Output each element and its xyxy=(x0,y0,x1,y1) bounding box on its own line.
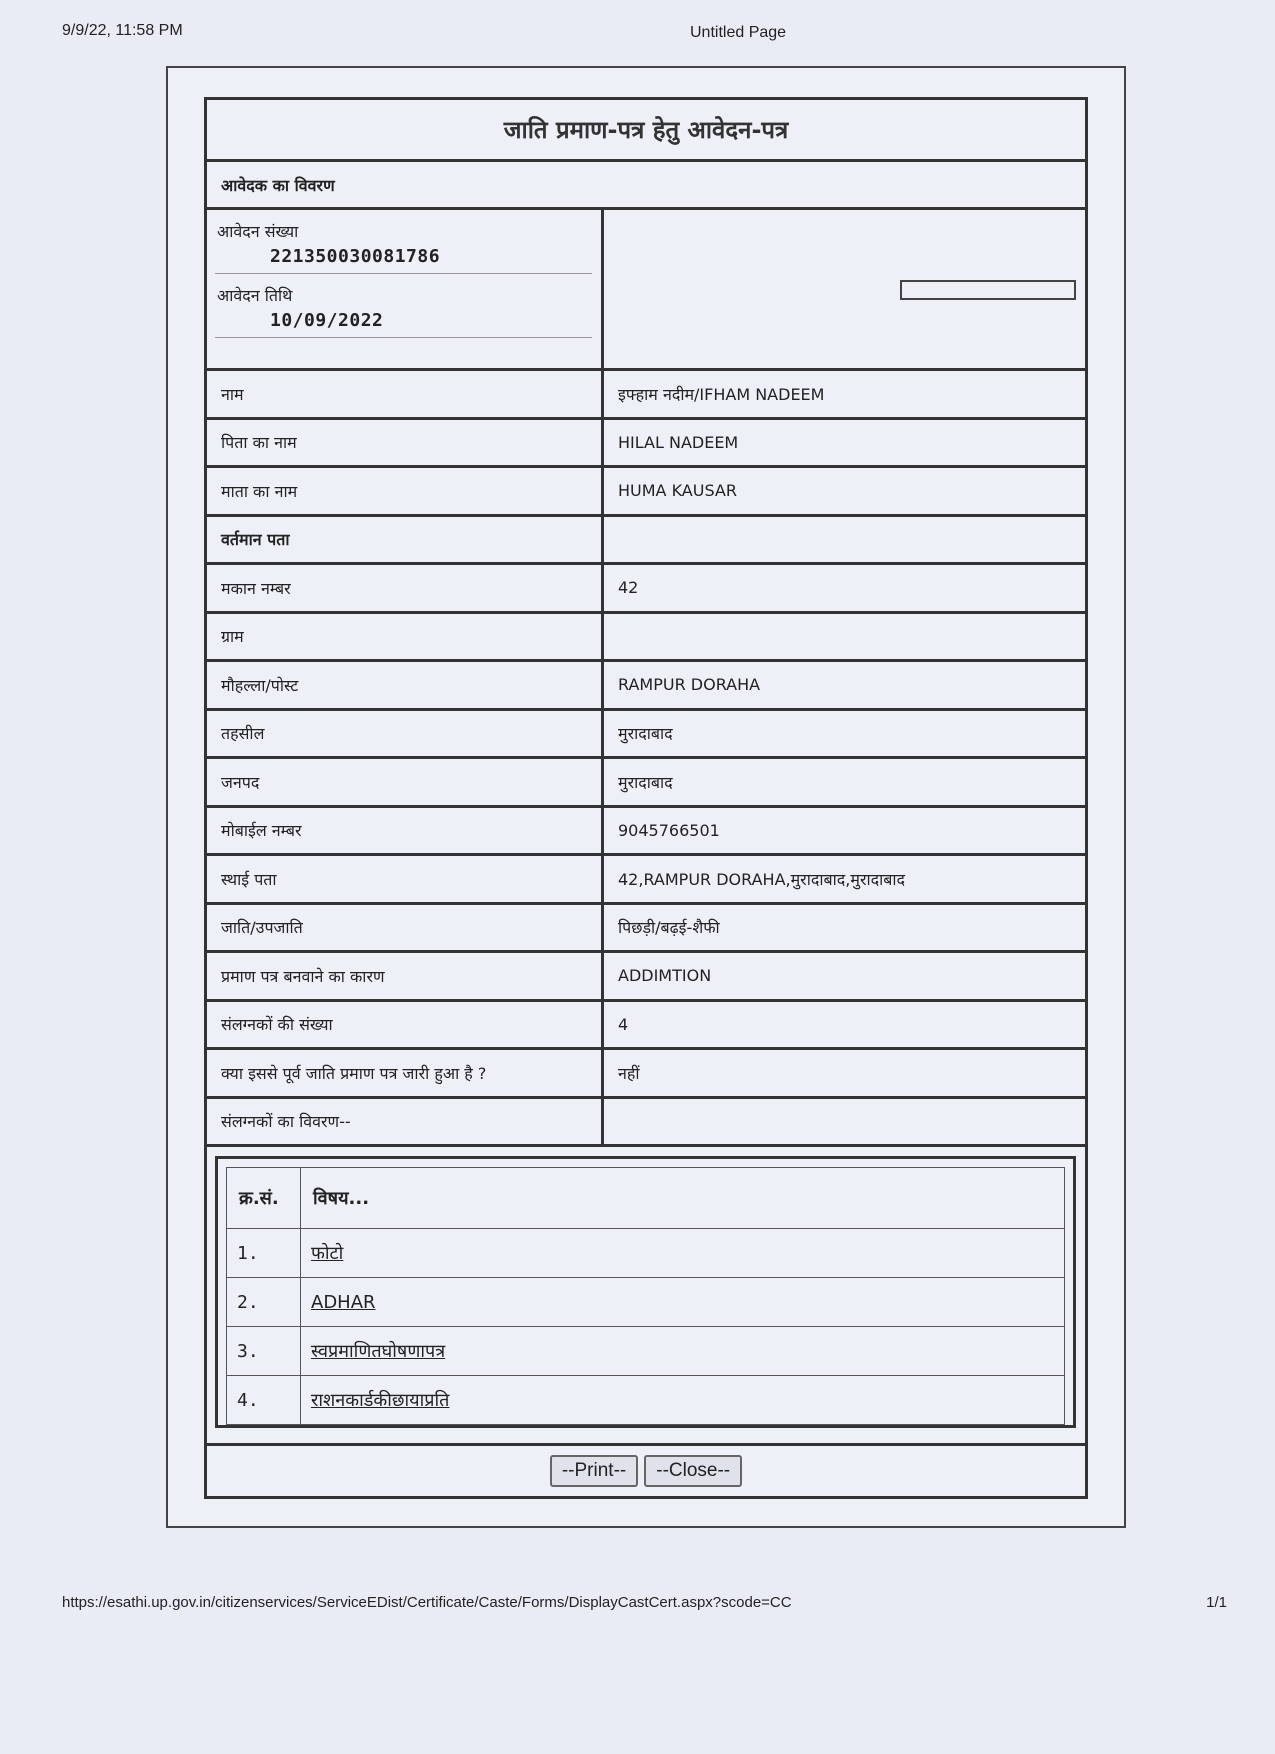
attachment-row xyxy=(227,1278,1065,1327)
photo-placeholder xyxy=(900,280,1076,300)
attachment-link[interactable]: स्वप्रमाणितघोषणापत्र xyxy=(311,1341,446,1362)
application-date-value: 10/09/2022 xyxy=(270,310,384,331)
detail-value: RAMPUR DORAHA xyxy=(618,675,761,695)
detail-label: जनपद xyxy=(207,759,604,805)
attachment-link[interactable]: ADHAR xyxy=(311,1291,376,1313)
close-button[interactable]: --Close-- xyxy=(644,1455,742,1487)
print-button[interactable]: --Print-- xyxy=(550,1455,638,1487)
print-footer xyxy=(62,1594,1227,1614)
detail-row xyxy=(207,953,1085,1002)
application-number-value: 221350030081786 xyxy=(270,246,441,267)
attachment-subject-cell xyxy=(301,1327,1065,1376)
detail-value: ADDIMTION xyxy=(618,966,712,986)
detail-row xyxy=(207,1050,1085,1099)
print-page-number: 1/1 xyxy=(1206,1594,1227,1611)
detail-label: तहसील xyxy=(207,711,604,757)
attachments-header-row xyxy=(227,1168,1065,1229)
application-info xyxy=(207,210,1085,371)
detail-label: प्रमाण पत्र बनवाने का कारण xyxy=(207,953,604,999)
detail-value: नहीं xyxy=(618,1063,640,1083)
attachment-subject-cell xyxy=(301,1229,1065,1278)
detail-label: संलग्नकों की संख्या xyxy=(207,1002,604,1048)
attachment-serial: 2. xyxy=(227,1278,301,1327)
detail-label: वर्तमान पता xyxy=(207,517,604,563)
application-number-field xyxy=(215,220,592,274)
detail-row xyxy=(207,759,1085,808)
attachment-serial: 1. xyxy=(227,1229,301,1278)
detail-label: स्थाई पता xyxy=(207,856,604,902)
detail-row xyxy=(207,905,1085,954)
detail-row xyxy=(207,517,1085,566)
detail-value: 4 xyxy=(618,1014,629,1034)
detail-value: HUMA KAUSAR xyxy=(618,481,737,501)
detail-value: 9045766501 xyxy=(618,820,720,840)
attachment-link[interactable]: राशनकार्डकीछायाप्रति xyxy=(311,1390,450,1411)
detail-value xyxy=(604,614,1085,660)
caste-certificate-form xyxy=(204,97,1088,1499)
attachment-serial: 4. xyxy=(227,1376,301,1425)
detail-row xyxy=(207,468,1085,517)
detail-row xyxy=(207,856,1085,905)
detail-label: जाति/उपजाति xyxy=(207,905,604,951)
detail-label: संलग्नकों का विवरण-- xyxy=(207,1099,604,1145)
form-title: जाति प्रमाण-पत्र हेतु आवेदन-पत्र xyxy=(207,100,1085,162)
detail-value: HILAL NADEEM xyxy=(618,432,739,452)
print-page-title: Untitled Page xyxy=(690,24,787,41)
application-date-field xyxy=(215,284,592,338)
detail-label: मकान नम्बर xyxy=(207,565,604,611)
print-header xyxy=(62,22,1213,42)
application-date-label: आवेदन तिथि xyxy=(217,286,293,305)
detail-value: मुरादाबाद xyxy=(618,772,673,792)
detail-value xyxy=(604,1099,1085,1145)
detail-row xyxy=(207,662,1085,711)
col-serial: क्र.सं. xyxy=(227,1168,301,1229)
application-number-label: आवेदन संख्या xyxy=(217,222,299,241)
section-heading: आवेदक का विवरण xyxy=(207,162,1085,210)
col-subject: विषय... xyxy=(301,1168,1065,1229)
button-bar xyxy=(207,1443,1085,1496)
detail-value: मुरादाबाद xyxy=(618,724,673,744)
detail-value: 42,RAMPUR DORAHA,मुरादाबाद,मुरादाबाद xyxy=(618,869,906,889)
detail-row xyxy=(207,614,1085,663)
attachment-subject-cell xyxy=(301,1278,1065,1327)
detail-label: क्या इससे पूर्व जाति प्रमाण पत्र जारी हुआ है ? xyxy=(207,1050,604,1096)
detail-row xyxy=(207,711,1085,760)
detail-row xyxy=(207,565,1085,614)
attachment-link[interactable]: फोटो xyxy=(311,1243,344,1264)
detail-label: नाम xyxy=(207,371,604,417)
detail-row xyxy=(207,371,1085,420)
detail-value: 42 xyxy=(618,578,639,598)
detail-label: मौहल्ला/पोस्ट xyxy=(207,662,604,708)
attachment-serial: 3. xyxy=(227,1327,301,1376)
detail-row xyxy=(207,1099,1085,1148)
detail-value: इफ्हाम नदीम/IFHAM NADEEM xyxy=(618,384,825,404)
print-datetime: 9/9/22, 11:58 PM xyxy=(62,22,183,39)
detail-row xyxy=(207,420,1085,469)
detail-label: पिता का नाम xyxy=(207,420,604,466)
detail-value: पिछड़ी/बढ़ई-शैफी xyxy=(618,918,720,938)
attachments-panel xyxy=(215,1156,1076,1428)
attachment-row xyxy=(227,1229,1065,1278)
attachment-row xyxy=(227,1376,1065,1425)
print-url: https://esathi.up.gov.in/citizenservices/ServiceEDist/Certificate/Caste/Forms/DisplayCastCert.aspx?scode=CC xyxy=(62,1594,792,1611)
detail-label: माता का नाम xyxy=(207,468,604,514)
detail-row xyxy=(207,808,1085,857)
attachments-table xyxy=(226,1167,1065,1425)
detail-label: मोबाईल नम्बर xyxy=(207,808,604,854)
detail-value xyxy=(604,517,1085,563)
detail-row xyxy=(207,1002,1085,1051)
attachment-subject-cell xyxy=(301,1376,1065,1425)
detail-rows xyxy=(207,371,1085,1147)
attachment-row xyxy=(227,1327,1065,1376)
detail-label: ग्राम xyxy=(207,614,604,660)
